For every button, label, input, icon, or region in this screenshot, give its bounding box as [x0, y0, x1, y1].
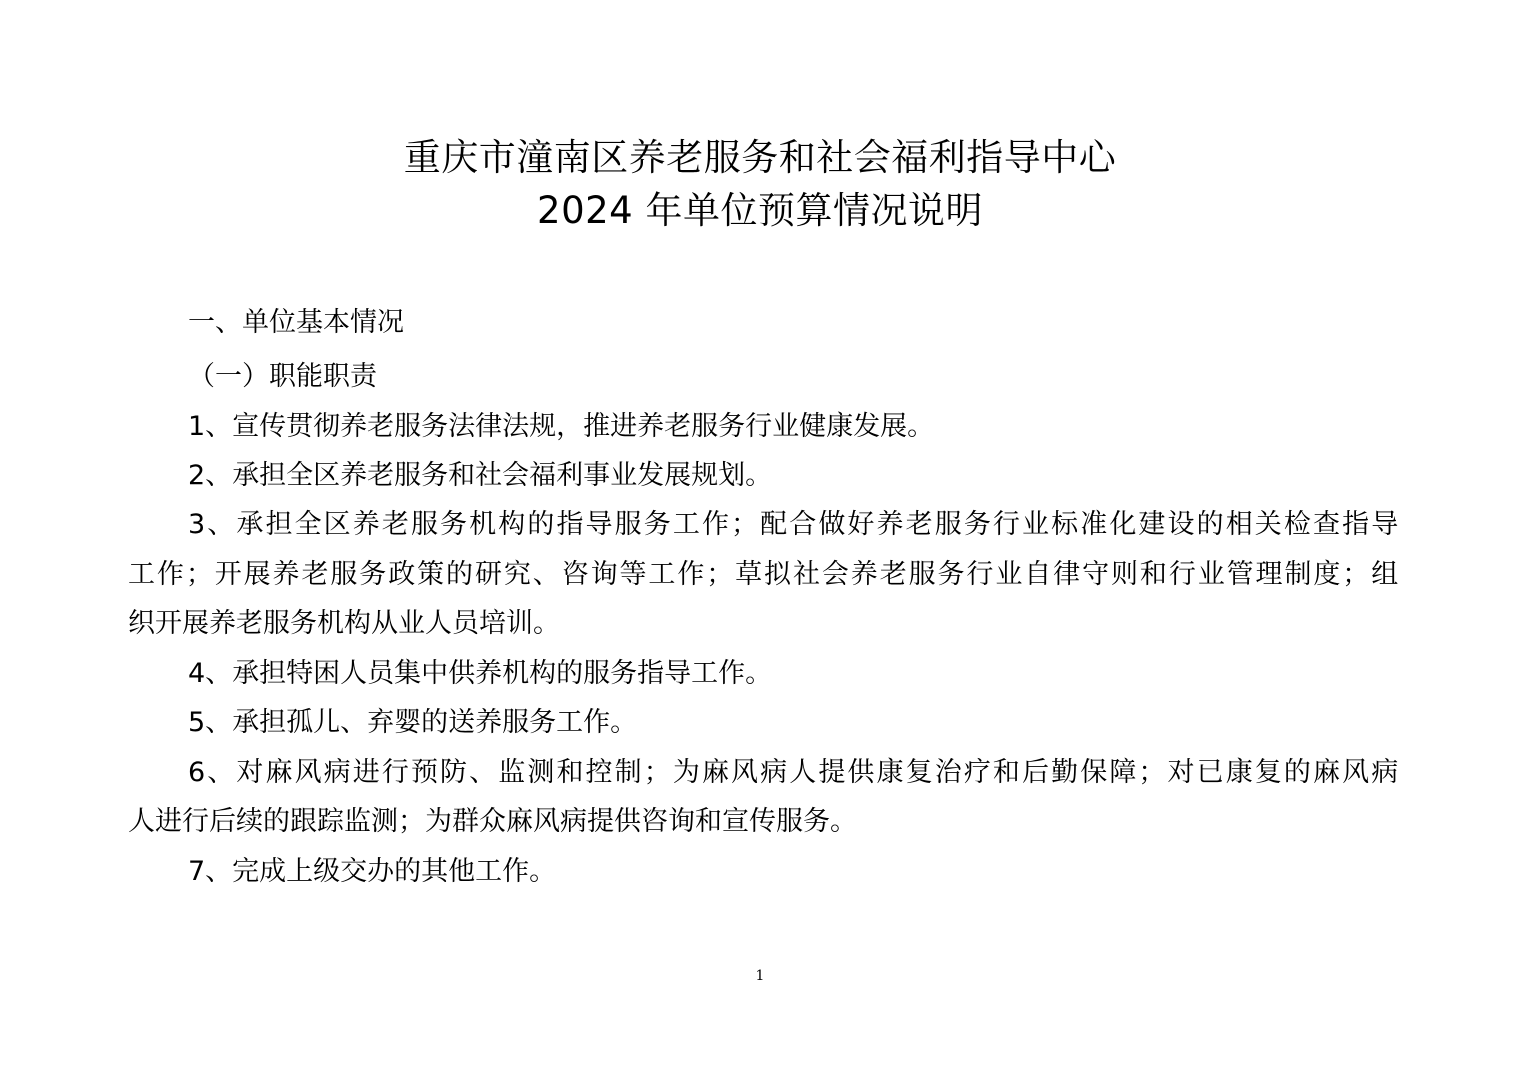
document-title: 重庆市潼南区养老服务和社会福利指导中心 — [403, 136, 1117, 179]
duty-item-3-line-2: 工作；开展养老服务政策的研究、咨询等工作；草拟社会养老服务行业自律守则和行业管理制度；组 — [128, 559, 1398, 590]
section-heading: 一、单位基本情况 — [188, 307, 404, 338]
duty-item-7: 7、完成上级交办的其他工作。 — [188, 856, 557, 887]
duty-item-6-line-1: 6、对麻风病进行预防、监测和控制；为麻风病人提供康复治疗和后勤保障；对已康复的麻风病 — [188, 757, 1398, 788]
duty-item-3-line-3: 织开展养老服务机构从业人员培训。 — [128, 608, 560, 639]
page-number: 1 — [755, 968, 765, 984]
subsection-heading: （一）职能职责 — [188, 361, 377, 392]
duty-item-3-line-1: 3、承担全区养老服务机构的指导服务工作；配合做好养老服务行业标准化建设的相关检查指导 — [188, 509, 1398, 540]
duty-item-1: 1、宣传贯彻养老服务法律法规，推进养老服务行业健康发展。 — [188, 411, 935, 442]
duty-item-5: 5、承担孤儿、弃婴的送养服务工作。 — [188, 707, 638, 738]
document-subtitle: 2024 年单位预算情况说明 — [537, 189, 983, 232]
duty-item-6-line-2: 人进行后续的跟踪监测；为群众麻风病提供咨询和宣传服务。 — [128, 806, 857, 837]
duty-item-2: 2、承担全区养老服务和社会福利事业发展规划。 — [188, 460, 773, 491]
duty-item-4: 4、承担特困人员集中供养机构的服务指导工作。 — [188, 658, 773, 689]
